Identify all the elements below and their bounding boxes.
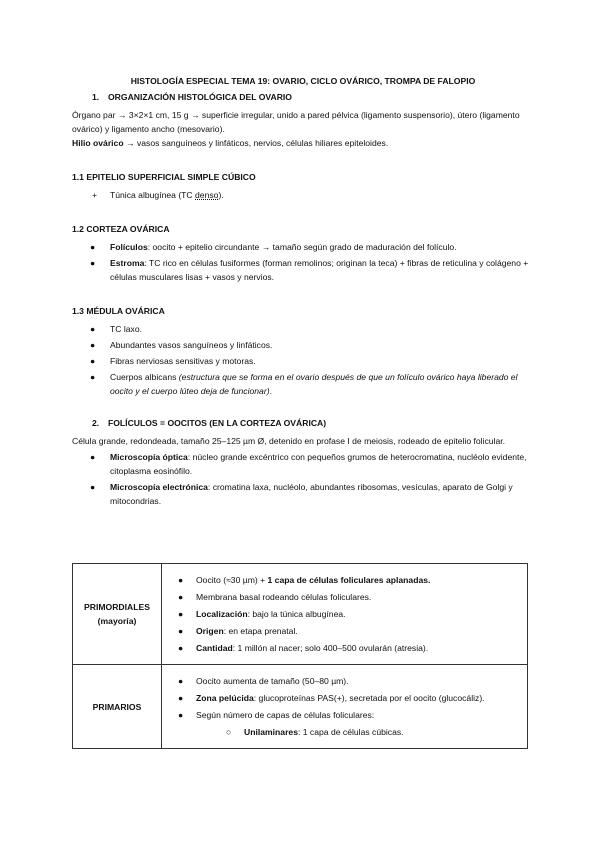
item-text: Según número de capas de células foliculares:: [196, 710, 375, 720]
definition: : oocito + epitelio circundante → tamaño según grado de maduración del folículo.: [147, 242, 457, 252]
definition: : TC rico en células fusiformes (forman remolinos; originan la teca) + fibras de reticulina y colágeno + células musculares lisas + vasos y nervios.: [110, 258, 529, 282]
list-primarios: [166, 674, 523, 722]
item-italic-note: (estructura que se forma en el ovario después de que un folículo ovárico haya liberado el oocito y el cuerpo lúteo deja de funcionar): [110, 372, 518, 396]
row-content: [162, 665, 528, 749]
item-text: Abundantes vasos sanguíneos y linfáticos.: [110, 340, 273, 350]
list-item: [166, 641, 523, 655]
item-text: Oocito aumenta de tamaño (50–80 µm).: [196, 676, 349, 686]
bullet: ●: [178, 710, 184, 720]
term: Microscopía electrónica: [110, 482, 208, 492]
list-item: [166, 708, 523, 722]
item-text: Membrana basal rodeando células foliculares.: [196, 592, 372, 602]
item-text: TC laxo.: [110, 324, 142, 334]
item-bold: 1 capa de células foliculares aplanadas.: [267, 575, 431, 585]
list-item: [166, 590, 523, 604]
bullet: ●: [178, 592, 184, 602]
document-body: [72, 74, 534, 510]
term: Origen: [196, 626, 224, 636]
section-number: 1.: [92, 92, 100, 102]
subsection-1-2-heading: 1.2 CORTEZA OVÁRICA: [72, 224, 170, 234]
list-medula: [72, 322, 534, 398]
list-epitelio: [72, 188, 534, 202]
row-label-line: PRIMORDIALES: [84, 602, 150, 612]
document-title: HISTOLOGÍA ESPECIAL TEMA 19: OVARIO, CICLO OVÁRICO, TROMPA DE FALOPIO: [130, 76, 476, 86]
bullet: ●: [178, 626, 184, 636]
row-content: [162, 564, 528, 665]
list-item: [72, 256, 534, 284]
item-text: Oocito (≈30 µm) +: [196, 575, 268, 585]
subsection-1-3-heading: 1.3 MÉDULA OVÁRICA: [72, 306, 165, 316]
list-corteza: [72, 240, 534, 284]
list-item: [166, 725, 523, 739]
table-row: [73, 564, 528, 665]
term: Zona pelúcida: [196, 693, 254, 703]
item-text-end: .: [269, 386, 272, 396]
list-item: [72, 322, 534, 336]
item-text-end: ).: [218, 190, 224, 200]
section-number: 2.: [92, 418, 100, 428]
bullet: ●: [178, 575, 184, 585]
subsection-1-1-heading: 1.1 EPITELIO SUPERFICIAL SIMPLE CÚBICO: [72, 172, 256, 182]
list-item: [72, 338, 534, 352]
paragraph-organo: Órgano par → 3×2×1 cm, 15 g → superficie irregular, unido a pared pélvica (ligamento suspensorio), útero (ligamento ovárico) y ligamento ancho (mesovario).: [72, 110, 520, 134]
bullet: ●: [178, 609, 184, 619]
definition: : glucoproteínas PAS(+), secretada por el oocito (glucocáliz).: [253, 693, 485, 703]
row-label-primarios: PRIMARIOS: [73, 665, 162, 749]
bullet: ●: [178, 693, 184, 703]
item-text: Túnica albugínea (TC: [110, 190, 196, 200]
list-item: [166, 691, 523, 705]
bullet: ●: [90, 340, 96, 350]
term: Cantidad: [196, 643, 233, 653]
section-2-heading: [72, 416, 534, 430]
term: Unilaminares: [244, 727, 298, 737]
section-title: ORGANIZACIÓN HISTOLÓGICA DEL OVARIO: [108, 92, 292, 102]
row-label-line: (mayoría): [97, 616, 137, 626]
bullet: ●: [90, 356, 96, 366]
item-text: Fibras nerviosas sensitivas y motoras.: [110, 356, 256, 366]
list-item: [72, 240, 534, 254]
item-underlined: denso: [195, 190, 219, 200]
term: Microscopía óptica: [110, 452, 188, 462]
definition: : núcleo grande excéntrico con pequeños grumos de heterocromatina, nucléolo evidente, citoplasma eosinófilo.: [110, 452, 527, 476]
list-item: [72, 188, 534, 202]
list-primordiales: [166, 573, 523, 655]
definition: : 1 millón al nacer; solo 400–500 ovularán (atresia).: [232, 643, 429, 653]
term: Estroma: [110, 258, 145, 268]
bullet: ●: [90, 258, 96, 268]
bullet: ●: [90, 242, 96, 252]
list-item: [72, 480, 534, 508]
paragraph-celula: Célula grande, redondeada, tamaño 25–125 µm Ø, detenido en profase I de meiosis, rodeado de epitelio folicular.: [72, 436, 506, 446]
hollow-bullet: ○: [226, 727, 232, 737]
list-microscopia: [72, 450, 534, 508]
list-item: [166, 674, 523, 688]
list-item: [72, 354, 534, 368]
definition: : cromatina laxa, nucléolo, abundantes ribosomas, vesículas, aparato de Golgi y mitocondrias.: [110, 482, 513, 506]
list-item: [166, 607, 523, 621]
bullet: ●: [90, 372, 96, 382]
bullet: ●: [178, 676, 184, 686]
bullet: ●: [178, 643, 184, 653]
list-item: [72, 450, 534, 478]
list-item: [166, 624, 523, 638]
list-item: [72, 370, 534, 398]
term: Hilio ovárico: [72, 138, 124, 148]
bullet: ●: [90, 452, 96, 462]
definition: → vasos sanguíneos y linfáticos, nervios, células hiliares epiteloides.: [123, 138, 389, 148]
definition: : bajo la túnica albugínea.: [247, 609, 346, 619]
follicles-table: [72, 563, 528, 749]
term: Folículos: [110, 242, 148, 252]
paragraph-hilio: [72, 136, 534, 150]
definition: : 1 capa de células cúbicas.: [297, 727, 404, 737]
section-title: FOLÍCULOS = OOCITOS (EN LA CORTEZA OVÁRICA): [108, 418, 327, 428]
term: Localización: [196, 609, 248, 619]
bullet: ●: [90, 324, 96, 334]
item-text: Cuerpos albicans: [110, 372, 179, 382]
plus-bullet: +: [92, 190, 98, 200]
definition: : en etapa prenatal.: [223, 626, 298, 636]
sublist-primarios: [166, 725, 523, 739]
list-item: [166, 573, 523, 587]
bullet: ●: [90, 482, 96, 492]
row-label-primordiales: [73, 564, 162, 665]
section-1-heading: [72, 90, 534, 104]
table-row: [73, 665, 528, 749]
